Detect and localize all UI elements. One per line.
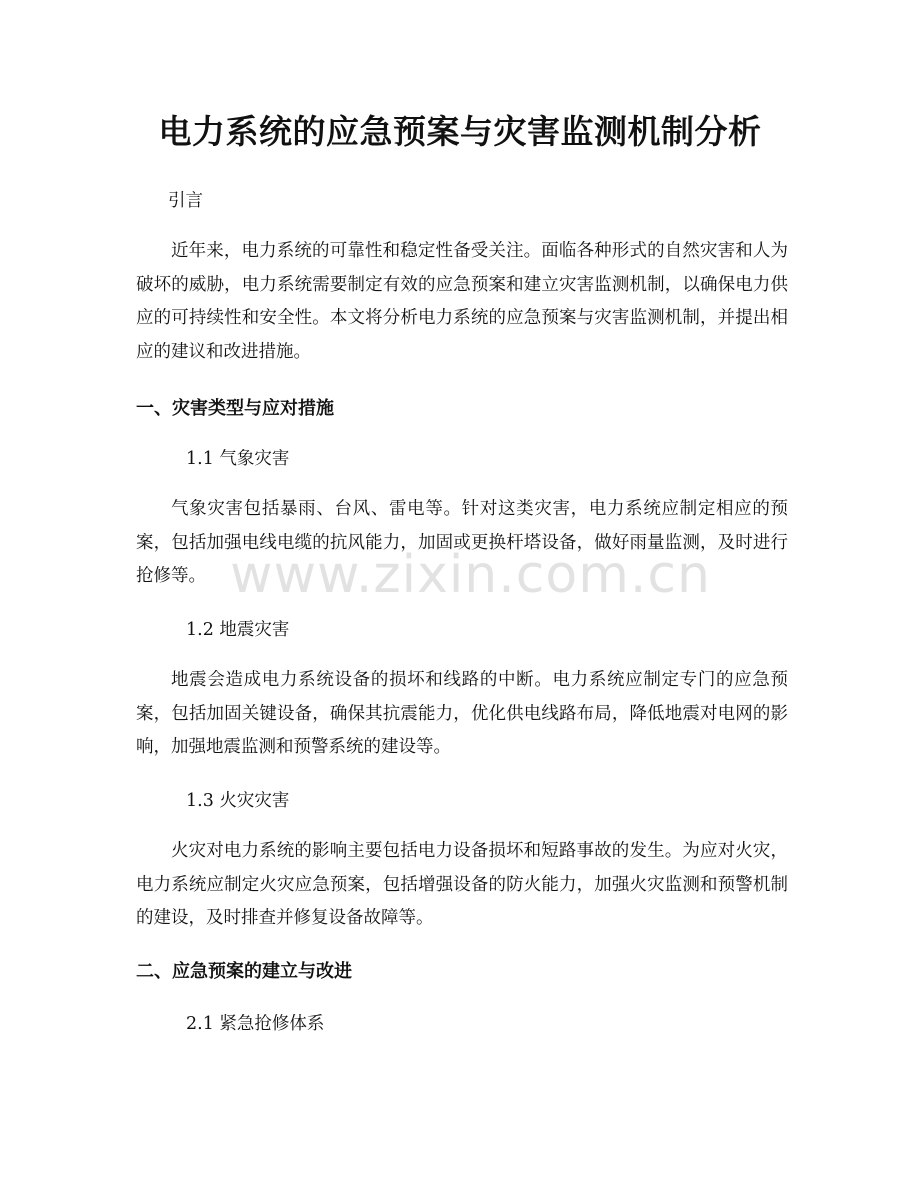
section2-sub1-title: 2.1 紧急抢修体系 — [186, 1014, 325, 1034]
intro-label: 引言 — [168, 191, 203, 211]
document-title: 电力系统的应急预案与灾害监测机制分析 — [158, 112, 762, 151]
section1-sub1-text: 气象灾害包括暴雨、台风、雷电等。针对这类灾害，电力系统应制定相应的预案，包括加强电线电缆的抗风能力，加固或更换杆塔设备，做好雨量监测，及时进行抢修等。 — [136, 499, 788, 586]
section1-sub1-title: 1.1 气象灾害 — [186, 449, 290, 469]
section1-sub3-text: 火灾对电力系统的影响主要包括电力设备损坏和短路事故的发生。为应对火灾，电力系统应制定火灾应急预案，包括增强设备的防火能力，加强火灾监测和预警机制的建设，及时排查并修复设备故障等。 — [136, 841, 788, 928]
section2-heading: 二、应急预案的建立与改进 — [136, 961, 352, 982]
section1-sub3-title: 1.3 火灾灾害 — [186, 791, 290, 811]
section1-sub2-title: 1.2 地震灾害 — [186, 620, 290, 640]
watermark: www.zixin.com.cn — [230, 545, 711, 605]
section1-heading: 一、灾害类型与应对措施 — [136, 398, 334, 419]
intro-paragraph: 近年来，电力系统的可靠性和稳定性备受关注。面临各种形式的自然灾害和人为破坏的威胁，电力系统需要制定有效的应急预案和建立灾害监测机制，以确保电力供应的可持续性和安全性。本文将分析电力系统的应急预案与灾害监测机制，并提出相应的建议和改进措施。 — [136, 241, 788, 362]
section1-sub2-text: 地震会造成电力系统设备的损坏和线路的中断。电力系统应制定专门的应急预案，包括加固关键设备，确保其抗震能力，优化供电线路布局，降低地震对电网的影响，加强地震监测和预警系统的建设等。 — [136, 670, 788, 757]
